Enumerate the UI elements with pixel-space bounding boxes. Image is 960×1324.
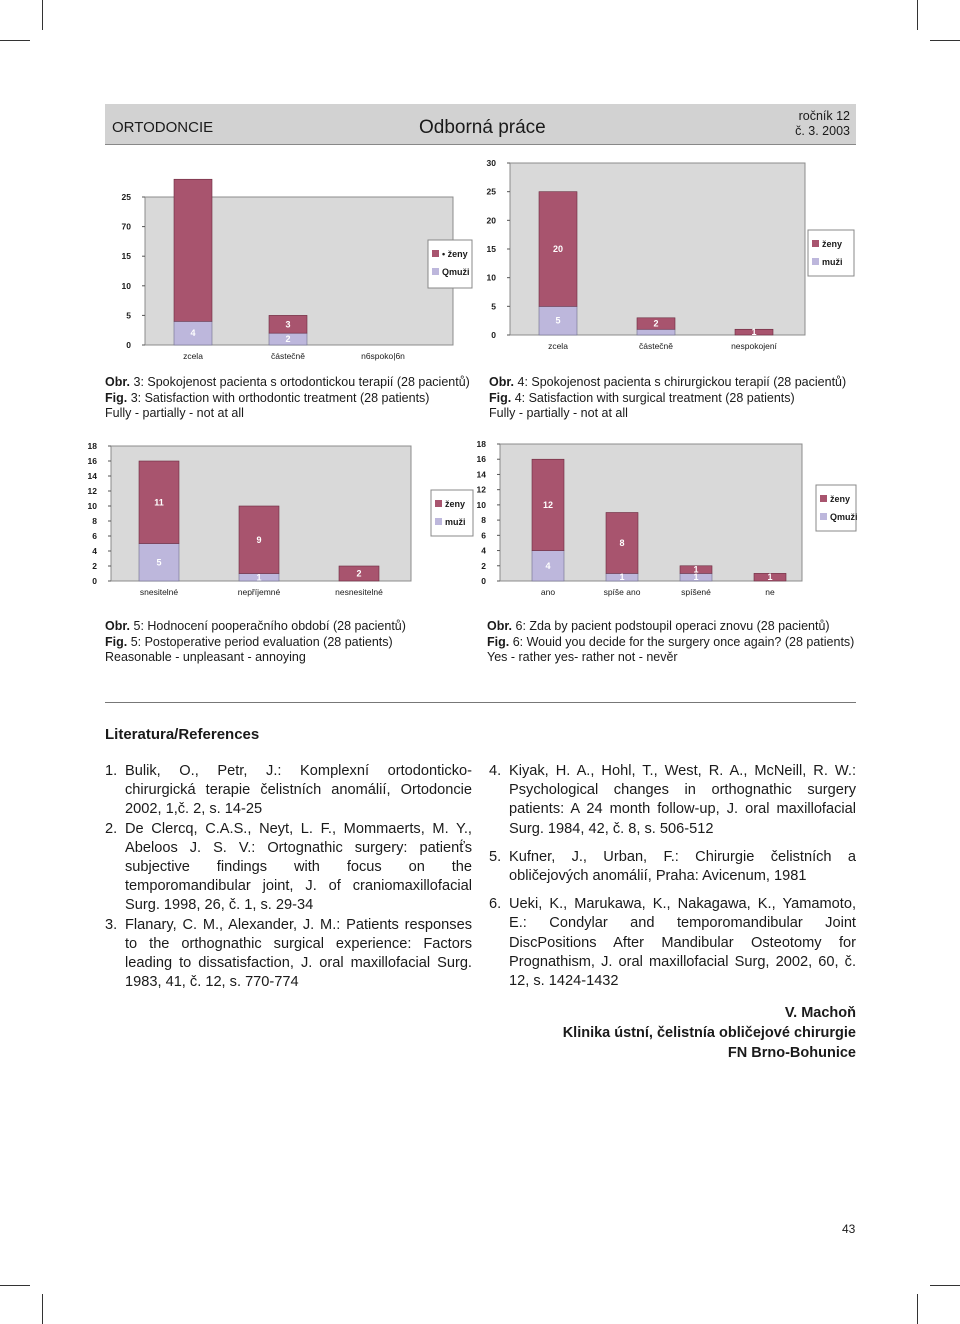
x-category-label: zcela [548, 341, 568, 351]
chart-legend [428, 240, 472, 288]
x-category-label: částečně [270, 351, 306, 361]
reference-item [105, 820, 472, 916]
section-divider [105, 702, 856, 703]
bar-value-label: 11 [154, 497, 164, 508]
legend-swatch-zeny [432, 250, 439, 257]
legend-swatch-muzi [432, 268, 439, 275]
x-category-label: nepříjemné [237, 587, 281, 597]
bar-value-label: 1 [767, 572, 773, 583]
legend-label-zeny: ženy [830, 494, 851, 504]
bar-value-label: 20 [552, 244, 564, 254]
reference-item [105, 762, 472, 820]
bar-value-label: 2 [285, 334, 291, 345]
x-category-label: spíšené [681, 587, 711, 597]
references-heading: Literatura/References [105, 726, 260, 743]
y-tick-label: 70 [121, 221, 131, 232]
chart-svg-fig5 [87, 440, 483, 615]
caption-categories: Yes - rather yes- rather not - nevěr [487, 650, 678, 665]
reference-text: Kufner, J., Urban, F.: Chirurgie čelistních a obličejových anomálií, Praha: Avicenum, 1981 [509, 848, 856, 885]
y-tick-label: 30 [486, 158, 496, 168]
caption-text-cz: 5: Hodnocení pooperačního období (28 pacientů) [130, 619, 406, 633]
reference-item [489, 895, 856, 991]
obr-label: Obr. [105, 619, 131, 633]
article-type: Odborná práce [419, 117, 546, 138]
caption-categories: Reasonable - unpleasant - annoying [105, 650, 306, 665]
y-tick-label: 0 [491, 330, 496, 340]
crop-mark [42, 1294, 43, 1324]
y-tick-label: 10 [486, 272, 496, 283]
legend-label-muzi: muži [445, 517, 466, 527]
legend-swatch-muzi [435, 518, 442, 525]
y-tick-label: 12 [476, 484, 486, 495]
x-category-label: částečně [638, 341, 674, 351]
fig-label: Fig. [105, 634, 128, 649]
page-number: 43 [842, 1222, 856, 1236]
y-tick-label: 10 [476, 499, 486, 510]
legend-box [808, 230, 854, 276]
references-right-column [489, 762, 856, 991]
bar-value-label: 4 [190, 328, 196, 339]
bar-value-label: 2 [356, 568, 362, 579]
author-name: V. Machoň [784, 1005, 856, 1021]
caption-fig3 [105, 375, 470, 422]
caption-categories: Fully - partially - not at all [105, 406, 244, 421]
x-category-label: nesnesitelné [335, 587, 383, 597]
legend-label-zeny: • ženy [442, 249, 468, 259]
reference-number: 6. [489, 896, 502, 913]
issue-info [795, 109, 850, 139]
y-tick-label: 10 [87, 501, 97, 511]
crop-mark [930, 1285, 960, 1286]
fig-label: Fig. [105, 390, 128, 405]
y-tick-label: 0 [126, 340, 131, 350]
y-tick-label: 12 [87, 486, 97, 496]
reference-item [489, 848, 856, 886]
chart-legend [808, 230, 854, 276]
y-tick-label: 15 [486, 244, 496, 254]
running-header [105, 104, 856, 145]
author-clinic: Klinika ústní, čelistnía obličejové chirurgie [562, 1025, 856, 1041]
crop-mark [917, 0, 918, 30]
crop-mark [42, 0, 43, 30]
bar-value-label: 1 [693, 572, 699, 583]
crop-mark [917, 1294, 918, 1324]
reference-text: De Clercq, C.A.S., Neyt, L. F., Mommaerts, M. Y., Abeloos J. S. V.: Ortognathic surgery: patienť́s subjective findings with focus on the temporomandibular joint, J. of craniomaxillofacial Surg. 1998, 26, č. 1, s. 29-34 [125, 820, 472, 914]
crop-mark [930, 40, 960, 41]
crop-mark [0, 1285, 30, 1286]
chart-fig6 [476, 435, 870, 610]
y-tick-label: 10 [121, 280, 131, 291]
y-tick-label: 2 [481, 560, 486, 571]
chart-fig5 [87, 440, 483, 615]
bar-muzi-zcela [174, 179, 212, 321]
journal-section: ORTODONCIE [112, 119, 214, 136]
legend-label-muzi: Qmuži [442, 267, 470, 277]
y-tick-label: 25 [486, 186, 496, 197]
legend-label-zeny: ženy [445, 499, 466, 509]
bar-value-label: 1 [256, 572, 262, 583]
y-tick-label: 0 [92, 576, 97, 586]
legend-label-muzi: Qmuži [830, 512, 858, 522]
bar-value-label: 1 [693, 564, 699, 575]
y-tick-label: 20 [486, 215, 496, 226]
caption-text-cz: 6: Zda by pacient podstoupil operaci znovu (28 pacientů) [512, 619, 830, 633]
reference-number: 3. [105, 916, 118, 933]
obr-label: Obr. [489, 375, 515, 389]
chart-legend [816, 485, 858, 531]
y-tick-label: 25 [121, 192, 131, 202]
bar-value-label: 3 [285, 319, 291, 330]
fig-label: Fig. [489, 390, 512, 405]
x-category-label: ne [765, 587, 775, 597]
bar-value-label: 4 [545, 560, 551, 571]
y-tick-label: 14 [476, 469, 486, 480]
caption-text-cz: 3: Spokojenost pacienta s ortodontickou terapií (28 pacientů) [130, 375, 470, 389]
references-left-column [105, 762, 472, 992]
y-tick-label: 5 [491, 301, 496, 312]
chart-svg-fig4 [480, 155, 870, 360]
y-tick-label: 0 [481, 576, 486, 586]
reference-number: 5. [489, 848, 502, 865]
x-category-label: n6spoko|6n [361, 351, 405, 361]
x-category-label: ano [540, 587, 556, 597]
caption-text-en: 3: Satisfaction with orthodontic treatment (28 patients) [127, 390, 430, 405]
reference-text: Bulik, O., Petr, J.: Komplexní ortodonticko- chirurgická terapie čelistních anomálií, Ortodoncie 2002, 1,č. 2, s. 14-25 [125, 763, 472, 818]
legend-box [428, 240, 472, 288]
reference-text: Kiyak, H. A., Hohl, T., West, R. A., McNeill, R. W.: Psychological changes in orthognathic surgery patients: A 24 month follow-up, J. oral maxillofacial Surg. 1984, 42, č. 8, s. 506-512 [509, 763, 856, 837]
y-tick-label: 18 [87, 441, 97, 451]
legend-label-zeny: ženy [822, 239, 843, 249]
reference-number: 4. [489, 763, 502, 779]
caption-text-en: 6: Wouid you decide for the surgery once again? (28 patients) [509, 634, 855, 649]
legend-swatch-zeny [435, 500, 442, 507]
bar-value-label: 2 [653, 318, 659, 329]
y-tick-label: 5 [126, 310, 131, 321]
x-category-label: zcela [183, 351, 203, 361]
y-tick-label: 18 [476, 439, 486, 449]
y-tick-label: 4 [481, 545, 486, 556]
chart-fig4 [480, 155, 870, 360]
y-tick-label: 16 [87, 456, 97, 466]
bar-value-label: 1 [619, 572, 625, 583]
obr-label: Obr. [105, 375, 131, 389]
caption-text-en: 4: Satisfaction with surgical treatment (28 patients) [511, 390, 795, 405]
reference-number: 1. [105, 763, 118, 779]
legend-box [431, 490, 473, 536]
caption-categories: Fully - partially - not at all [489, 406, 628, 421]
y-tick-label: 2 [92, 561, 97, 571]
fig-label: Fig. [487, 634, 510, 649]
author-hospital: FN Brno-Bohunice [727, 1045, 856, 1061]
chart-svg-fig6 [476, 435, 870, 610]
y-tick-label: 4 [92, 546, 97, 556]
y-tick-label: 15 [121, 251, 131, 262]
author-block [480, 1003, 856, 1063]
x-category-label: spíše ano [603, 587, 641, 597]
bar-value-label: 8 [619, 537, 625, 548]
y-tick-label: 8 [481, 515, 486, 526]
bar-value-label: 5 [156, 557, 162, 568]
reference-text: Ueki, K., Marukawa, K., Nakagawa, K., Yamamoto, E.: Condylar and temporomandibular Joint DiscPositions After Mandibular Osteotomy for Prognathism, J. oral maxillofacial Surg, 2002, 60, č. 12, s. 1424-1432 [509, 896, 856, 990]
chart-svg-fig3 [93, 185, 483, 360]
obr-label: Obr. [487, 619, 513, 633]
legend-swatch-zeny [812, 240, 819, 247]
bar-value-label: 12 [542, 499, 554, 510]
bar-value-label: 1 [751, 327, 757, 338]
bar-zeny-částečně [637, 329, 675, 335]
crop-mark [0, 40, 30, 41]
reference-text: Flanary, C. M., Alexander, J. M.: Patients responses to the orthognathic surgical experience: Factors leading to dissatisfaction, J. oral maxillofacial Surg. 1983, 41, č. 12, s. 770-774 [125, 916, 472, 991]
caption-text-en: 5: Postoperative period evaluation (28 patients) [127, 634, 393, 649]
caption-fig5 [105, 619, 406, 666]
caption-text-cz: 4: Spokojenost pacienta s chirurgickou terapií (28 pacientů) [514, 375, 847, 389]
x-category-label: nespokojení [731, 341, 777, 351]
y-tick-label: 16 [476, 454, 486, 465]
caption-fig4 [489, 375, 846, 422]
x-category-label: snesitelné [139, 587, 179, 597]
volume: ročník 12 [798, 109, 850, 123]
legend-swatch-muzi [820, 513, 827, 520]
legend-swatch-zeny [820, 495, 827, 502]
y-tick-label: 8 [92, 516, 97, 526]
y-tick-label: 14 [87, 471, 97, 481]
legend-box [816, 485, 856, 531]
caption-fig6 [487, 619, 854, 666]
chart-fig3 [93, 185, 483, 360]
bar-value-label: 5 [555, 315, 561, 326]
reference-item [489, 762, 856, 839]
reference-item [105, 916, 472, 993]
bar-value-label: 9 [256, 534, 262, 545]
chart-legend [431, 490, 473, 536]
issue: č. 3. 2003 [795, 124, 850, 138]
reference-number: 2. [105, 820, 118, 837]
y-tick-label: 6 [481, 530, 486, 541]
y-tick-label: 6 [92, 531, 97, 541]
legend-label-muzi: muži [822, 257, 843, 267]
legend-swatch-muzi [812, 258, 819, 265]
